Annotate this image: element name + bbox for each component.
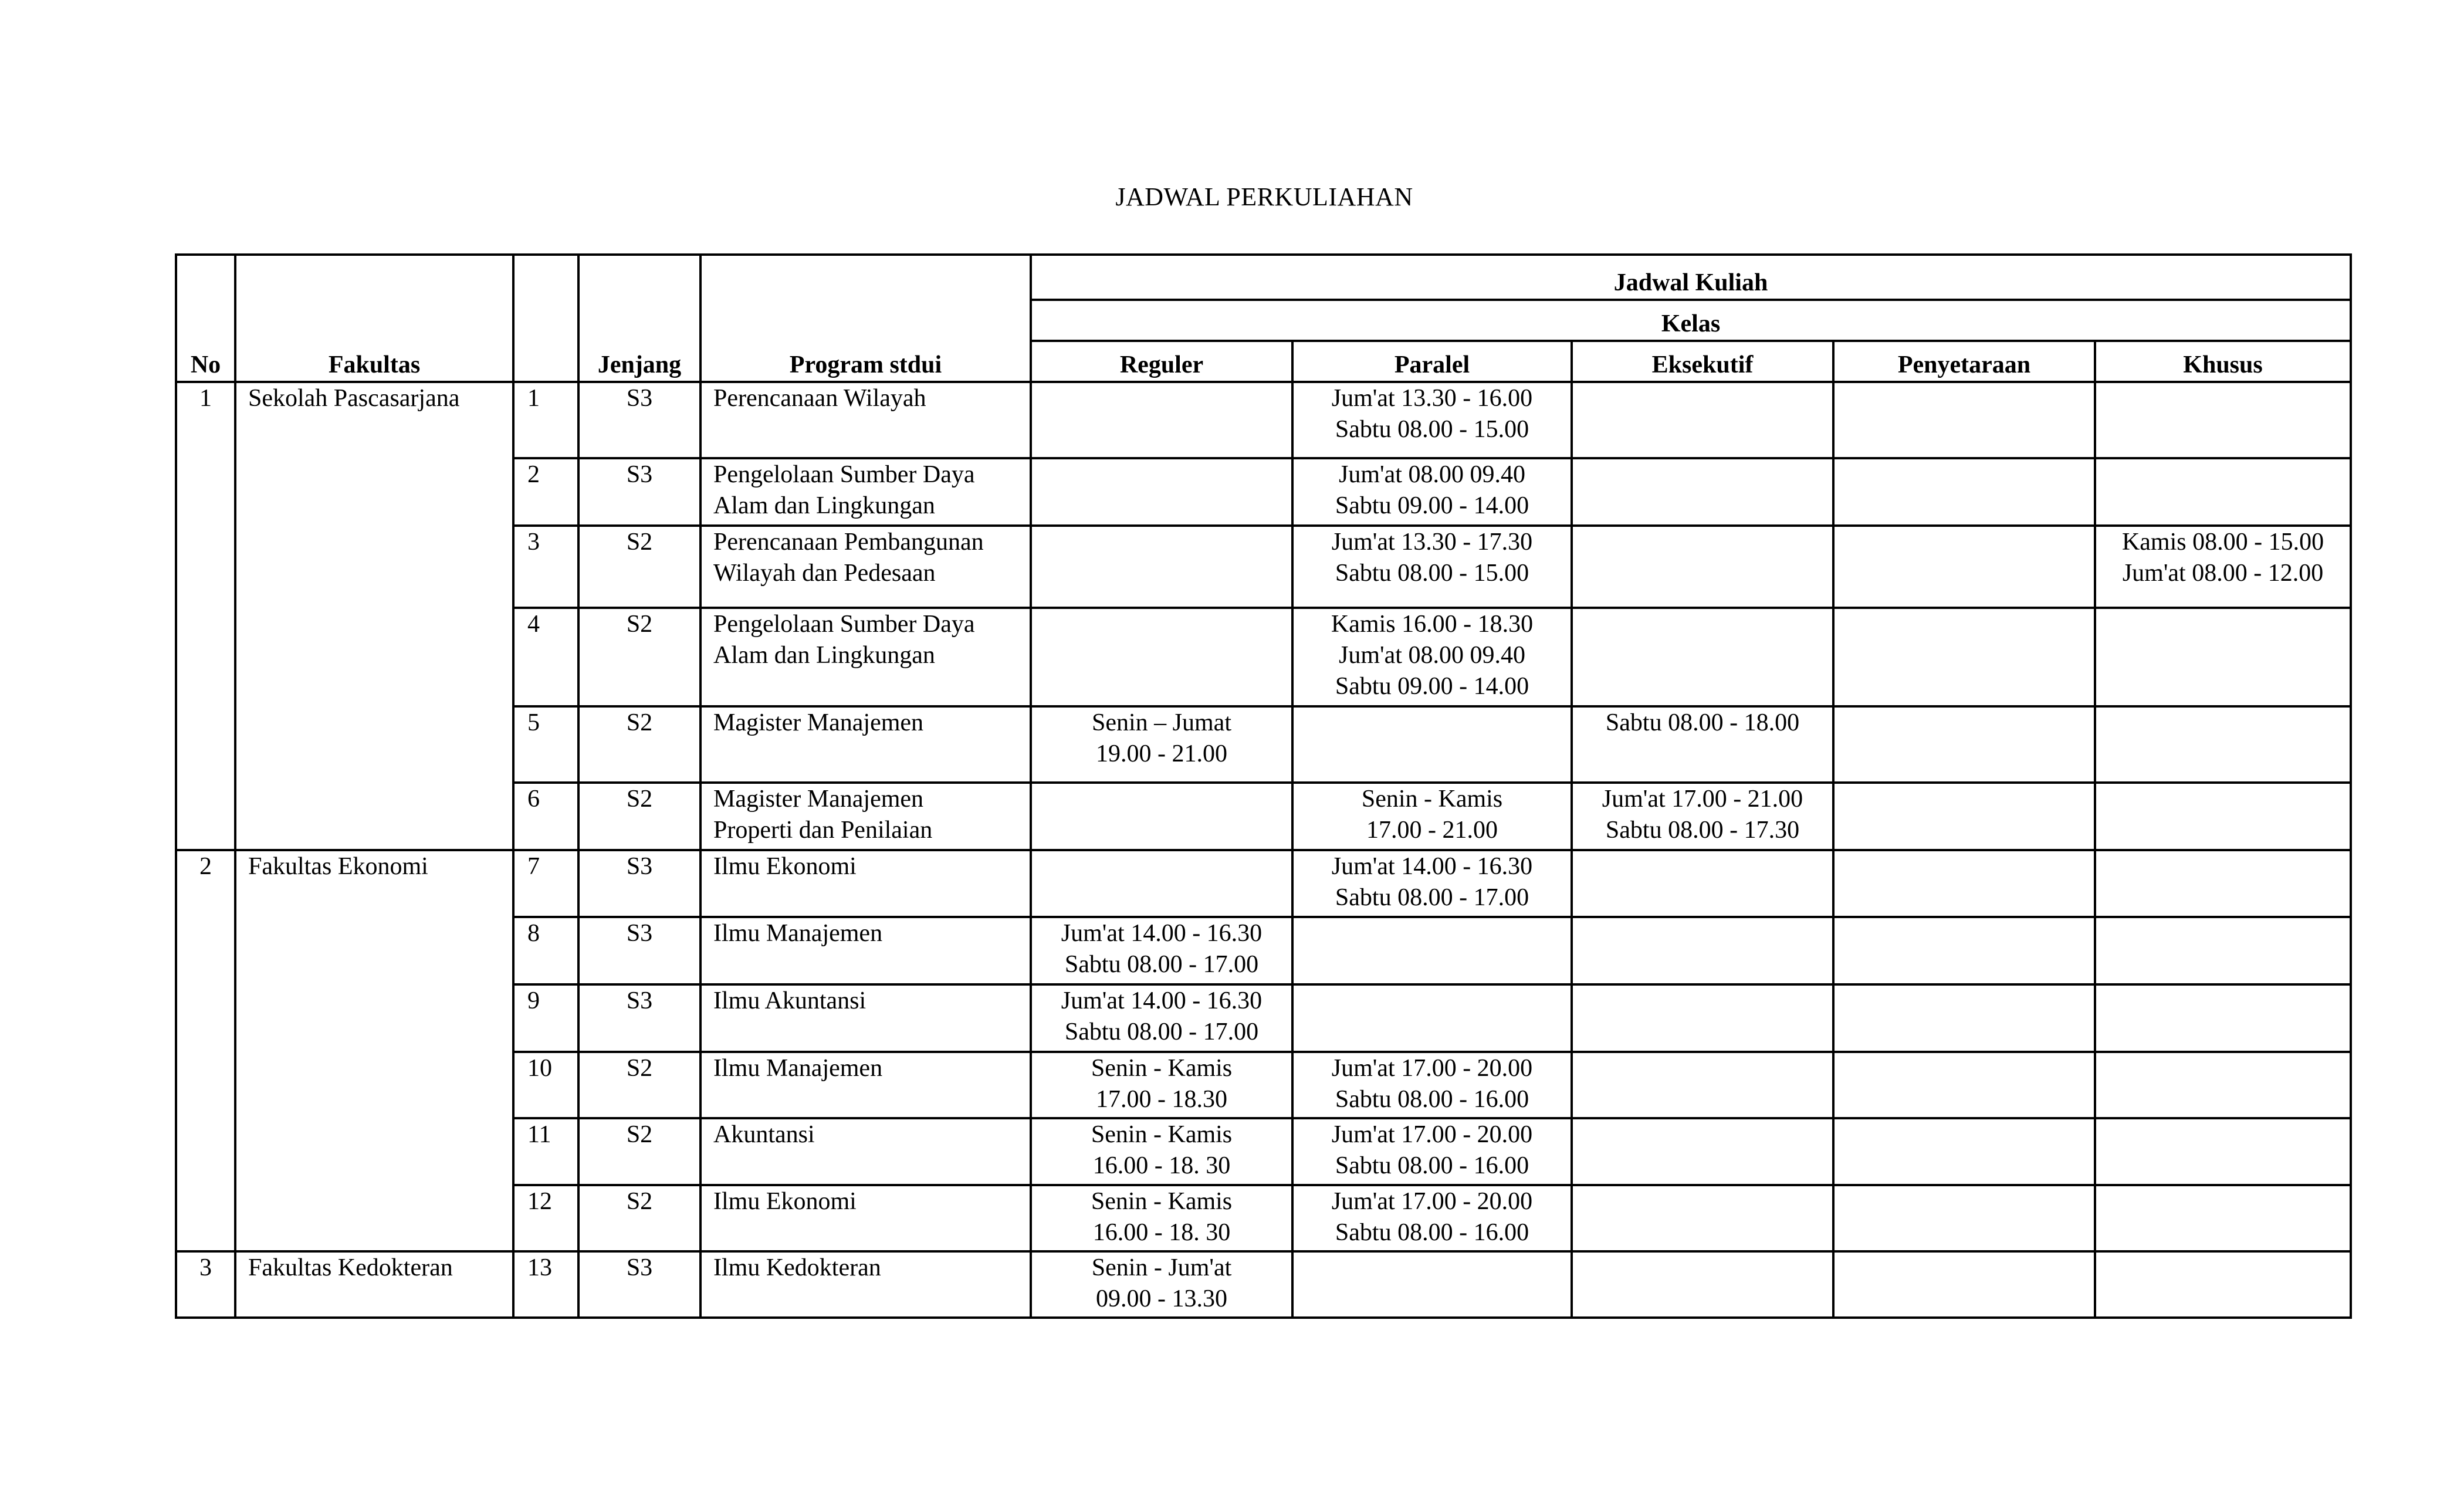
level-cell: S2 <box>578 608 700 706</box>
reguler-schedule: Senin - Jum'at 09.00 - 13.30 <box>1031 1251 1292 1318</box>
header-penyetaraan: Penyetaraan <box>1833 341 2095 382</box>
program-number: 4 <box>513 608 578 706</box>
penyetaraan-schedule <box>1833 1118 2095 1185</box>
table-row <box>176 850 2351 917</box>
program-name: Ilmu Akuntansi <box>700 984 1031 1052</box>
eksekutif-schedule <box>1572 1118 1833 1185</box>
penyetaraan-schedule <box>1833 526 2095 608</box>
khusus-schedule <box>2095 1185 2351 1251</box>
header-fakultas: Fakultas <box>235 255 513 382</box>
program-number: 6 <box>513 783 578 850</box>
header-no: No <box>176 255 235 382</box>
level-cell: S3 <box>578 458 700 526</box>
program-number: 10 <box>513 1052 578 1118</box>
program-number: 7 <box>513 850 578 917</box>
paralel-schedule: Jum'at 17.00 - 20.00 Sabtu 08.00 - 16.00 <box>1292 1118 1572 1185</box>
khusus-schedule <box>2095 850 2351 917</box>
reguler-schedule: Jum'at 14.00 - 16.30 Sabtu 08.00 - 17.00 <box>1031 984 1292 1052</box>
program-number: 12 <box>513 1185 578 1251</box>
header-jenjang: Jenjang <box>578 255 700 382</box>
eksekutif-schedule <box>1572 382 1833 458</box>
penyetaraan-schedule <box>1833 1052 2095 1118</box>
eksekutif-schedule <box>1572 1052 1833 1118</box>
paralel-schedule: Jum'at 08.00 09.40 Sabtu 09.00 - 14.00 <box>1292 458 1572 526</box>
reguler-schedule: Senin - Kamis 16.00 - 18. 30 <box>1031 1118 1292 1185</box>
table-row <box>176 382 2351 458</box>
reguler-schedule: Jum'at 14.00 - 16.30 Sabtu 08.00 - 17.00 <box>1031 917 1292 984</box>
penyetaraan-schedule <box>1833 608 2095 706</box>
reguler-schedule <box>1031 783 1292 850</box>
program-number: 3 <box>513 526 578 608</box>
paralel-schedule: Jum'at 14.00 - 16.30 Sabtu 08.00 - 17.00 <box>1292 850 1572 917</box>
paralel-schedule <box>1292 1251 1572 1318</box>
eksekutif-schedule <box>1572 1251 1833 1318</box>
khusus-schedule <box>2095 458 2351 526</box>
header-kelas: Kelas <box>1031 300 2351 341</box>
reguler-schedule: Senin - Kamis 16.00 - 18. 30 <box>1031 1185 1292 1251</box>
header-reguler: Reguler <box>1031 341 1292 382</box>
program-number: 2 <box>513 458 578 526</box>
reguler-schedule <box>1031 526 1292 608</box>
level-cell: S3 <box>578 850 700 917</box>
penyetaraan-schedule <box>1833 706 2095 783</box>
penyetaraan-schedule <box>1833 984 2095 1052</box>
paralel-schedule: Senin - Kamis 17.00 - 21.00 <box>1292 783 1572 850</box>
khusus-schedule <box>2095 917 2351 984</box>
program-name: Perencanaan Pembangunan Wilayah dan Pedesaan <box>700 526 1031 608</box>
eksekutif-schedule <box>1572 458 1833 526</box>
khusus-schedule <box>2095 706 2351 783</box>
paralel-schedule: Jum'at 13.30 - 17.30 Sabtu 08.00 - 15.00 <box>1292 526 1572 608</box>
header-paralel: Paralel <box>1292 341 1572 382</box>
header-khusus: Khusus <box>2095 341 2351 382</box>
faculty-number: 1 <box>176 382 235 850</box>
program-name: Perencanaan Wilayah <box>700 382 1031 458</box>
eksekutif-schedule <box>1572 850 1833 917</box>
reguler-schedule: Senin – Jumat 19.00 - 21.00 <box>1031 706 1292 783</box>
faculty-number: 3 <box>176 1251 235 1318</box>
program-name: Ilmu Manajemen <box>700 917 1031 984</box>
level-cell: S2 <box>578 1118 700 1185</box>
eksekutif-schedule <box>1572 984 1833 1052</box>
program-name: Magister Manajemen <box>700 706 1031 783</box>
header-eksekutif: Eksekutif <box>1572 341 1833 382</box>
khusus-schedule <box>2095 1251 2351 1318</box>
level-cell: S3 <box>578 382 700 458</box>
khusus-schedule <box>2095 783 2351 850</box>
paralel-schedule: Jum'at 17.00 - 20.00 Sabtu 08.00 - 16.00 <box>1292 1185 1572 1251</box>
level-cell: S2 <box>578 706 700 783</box>
faculty-name: Sekolah Pascasarjana <box>235 382 513 850</box>
header-program: Program stdui <box>700 255 1031 382</box>
program-name: Ilmu Ekonomi <box>700 1185 1031 1251</box>
khusus-schedule <box>2095 1052 2351 1118</box>
penyetaraan-schedule <box>1833 382 2095 458</box>
level-cell: S3 <box>578 984 700 1052</box>
khusus-schedule <box>2095 1118 2351 1185</box>
table-row <box>176 1251 2351 1318</box>
program-name: Ilmu Ekonomi <box>700 850 1031 917</box>
reguler-schedule <box>1031 850 1292 917</box>
level-cell: S2 <box>578 1052 700 1118</box>
program-name: Ilmu Manajemen <box>700 1052 1031 1118</box>
khusus-schedule: Kamis 08.00 - 15.00 Jum'at 08.00 - 12.00 <box>2095 526 2351 608</box>
reguler-schedule <box>1031 382 1292 458</box>
header-jadwal-kuliah: Jadwal Kuliah <box>1031 255 2351 300</box>
paralel-schedule: Kamis 16.00 - 18.30 Jum'at 08.00 09.40 Sabtu 09.00 - 14.00 <box>1292 608 1572 706</box>
penyetaraan-schedule <box>1833 1251 2095 1318</box>
eksekutif-schedule <box>1572 917 1833 984</box>
program-name: Magister Manajemen Properti dan Penilaian <box>700 783 1031 850</box>
program-name: Pengelolaan Sumber Daya Alam dan Lingkungan <box>700 458 1031 526</box>
paralel-schedule <box>1292 917 1572 984</box>
program-number: 11 <box>513 1118 578 1185</box>
program-number: 13 <box>513 1251 578 1318</box>
faculty-number: 2 <box>176 850 235 1251</box>
program-number: 8 <box>513 917 578 984</box>
schedule-table <box>175 253 2352 1319</box>
schedule-body <box>176 382 2351 1318</box>
eksekutif-schedule <box>1572 608 1833 706</box>
level-cell: S3 <box>578 917 700 984</box>
penyetaraan-schedule <box>1833 850 2095 917</box>
level-cell: S2 <box>578 526 700 608</box>
eksekutif-schedule: Sabtu 08.00 - 18.00 <box>1572 706 1833 783</box>
reguler-schedule <box>1031 458 1292 526</box>
eksekutif-schedule <box>1572 526 1833 608</box>
khusus-schedule <box>2095 608 2351 706</box>
khusus-schedule <box>2095 984 2351 1052</box>
paralel-schedule <box>1292 984 1572 1052</box>
program-number: 5 <box>513 706 578 783</box>
level-cell: S2 <box>578 1185 700 1251</box>
paralel-schedule <box>1292 706 1572 783</box>
program-number: 9 <box>513 984 578 1052</box>
eksekutif-schedule: Jum'at 17.00 - 21.00 Sabtu 08.00 - 17.30 <box>1572 783 1833 850</box>
header-blank <box>513 255 578 382</box>
level-cell: S3 <box>578 1251 700 1318</box>
faculty-name: Fakultas Ekonomi <box>235 850 513 1251</box>
paralel-schedule: Jum'at 13.30 - 16.00 Sabtu 08.00 - 15.00 <box>1292 382 1572 458</box>
document-title: JADWAL PERKULIAHAN <box>1115 182 1413 211</box>
faculty-name: Fakultas Kedokteran <box>235 1251 513 1318</box>
khusus-schedule <box>2095 382 2351 458</box>
program-name: Pengelolaan Sumber Daya Alam dan Lingkungan <box>700 608 1031 706</box>
level-cell: S2 <box>578 783 700 850</box>
reguler-schedule: Senin - Kamis 17.00 - 18.30 <box>1031 1052 1292 1118</box>
program-name: Ilmu Kedokteran <box>700 1251 1031 1318</box>
reguler-schedule <box>1031 608 1292 706</box>
paralel-schedule: Jum'at 17.00 - 20.00 Sabtu 08.00 - 16.00 <box>1292 1052 1572 1118</box>
penyetaraan-schedule <box>1833 917 2095 984</box>
penyetaraan-schedule <box>1833 1185 2095 1251</box>
program-name: Akuntansi <box>700 1118 1031 1185</box>
penyetaraan-schedule <box>1833 783 2095 850</box>
eksekutif-schedule <box>1572 1185 1833 1251</box>
program-number: 1 <box>513 382 578 458</box>
penyetaraan-schedule <box>1833 458 2095 526</box>
